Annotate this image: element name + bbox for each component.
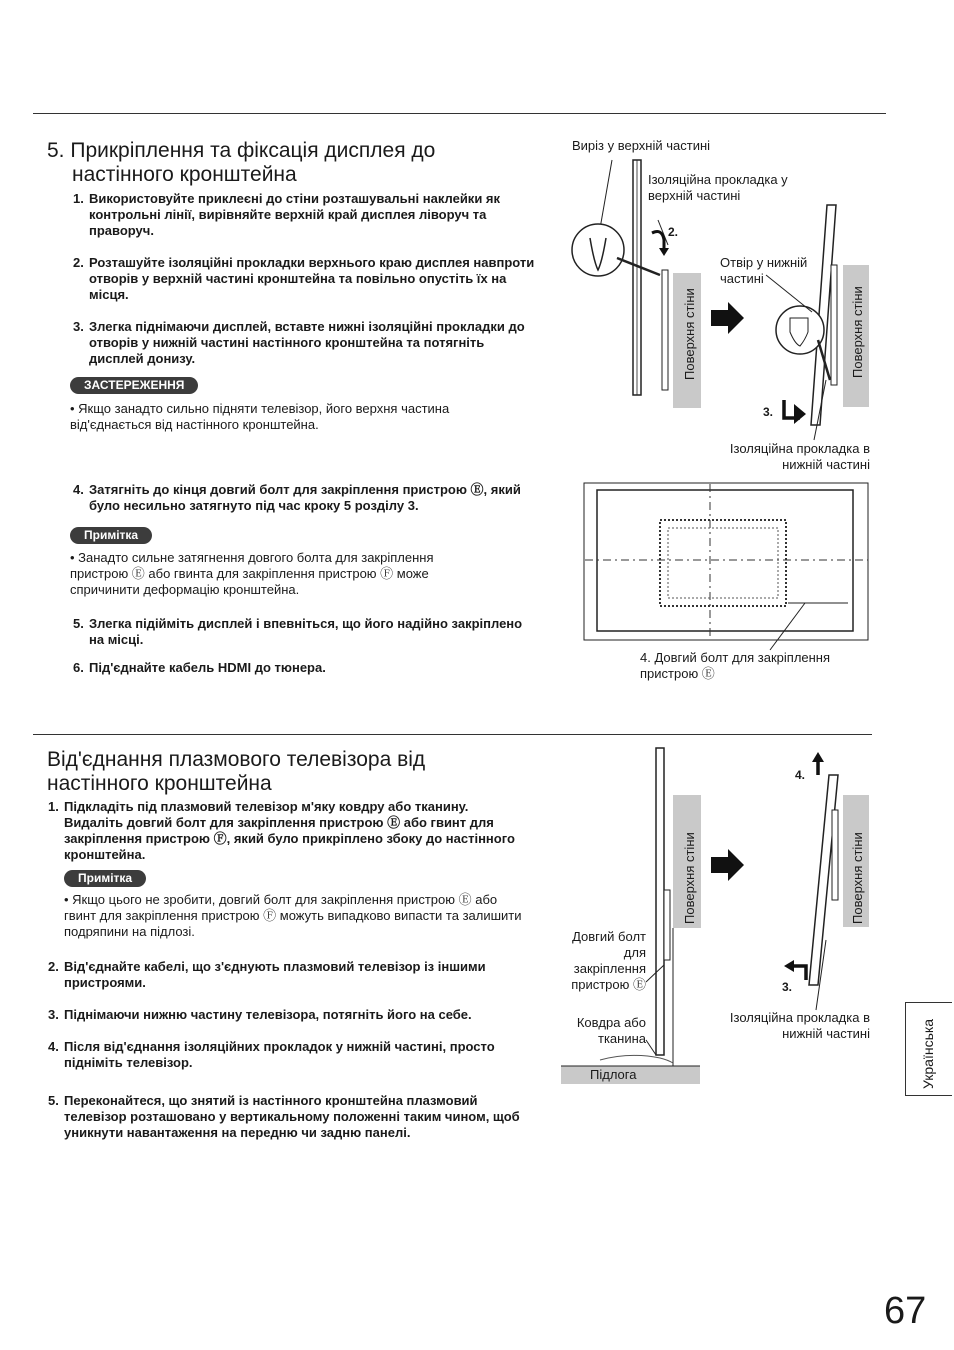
d2-bolt-label: Довгий болт для закріплення пристрою Ⓔ (571, 929, 646, 992)
s1-step-6: 6. Під'єднайте кабель HDMI до тюнера. (73, 660, 326, 675)
d2-step4: 4. (795, 768, 806, 782)
d2-blanket-label: Ковдра або тканина (576, 1015, 646, 1046)
d2-floor-label: Підлога (590, 1067, 637, 1082)
d2-step3: 3. (782, 980, 793, 994)
d2-bottom-pad-label: Ізоляційна прокладка в нижній частині (729, 1010, 870, 1041)
section1-title-line2: настінного кронштейна (72, 163, 297, 186)
d2-wall-right-label: Поверхня стіни (850, 832, 865, 924)
d1-wall-right-label: Поверхня стіни (850, 286, 865, 378)
d1-top-pad-label: Ізоляційна прокладка у верхній частині (648, 172, 788, 203)
section2-title-line2: настінного кронштейна (47, 772, 272, 795)
note-text-2: • Якщо цього не зробити, довгий болт для закріплення пристрою Ⓔ або гвинт для закріплення пристрою Ⓕ можуть випадково випасти та залишити подряпини на підлозі. (64, 892, 522, 939)
d1-wall-left-label: Поверхня стіни (682, 288, 697, 380)
language-tab (905, 1002, 952, 1096)
d1-bottom-hole-label: Отвір у нижній частині (720, 255, 808, 286)
d2-wall-left-label: Поверхня стіни (682, 832, 697, 924)
s1-step-3: 3. Злегка піднімаючи дисплей, вставте нижні ізоляційні прокладки до отворів у нижній частині настінного кронштейна та потягніть дисплей донизу. (73, 319, 525, 366)
d1-step2: 2. (668, 225, 679, 239)
caution-badge: ЗАСТЕРЕЖЕННЯ (70, 377, 198, 394)
note-badge-1: Примітка (70, 527, 152, 544)
s2-step-4: 4. Після від'єднання ізоляційних прокладок у нижній частині, просто підніміть телевізор. (48, 1039, 495, 1070)
note-badge-2: Примітка (64, 870, 146, 887)
section1-title-line1: 5. Прикріплення та фіксація дисплея до (47, 139, 436, 162)
s1-step-2: 2. Розташуйте ізоляційні прокладки верхнього краю дисплея навпроти отворів у верхній частині кронштейна та повільно опустіть їх на місця. (73, 255, 535, 302)
s1-step-5: 5. Злегка підійміть дисплей і впевніться, що його надійно закріплено на місці. (73, 616, 523, 647)
d1-bolt-label: 4. Довгий болт для закріплення пристрою Ⓔ (640, 650, 831, 681)
caution-text: • Якщо занадто сильно підняти телевізор, його верхня частина від'єднається від настінного кронштейна. (70, 401, 450, 432)
s2-step-2: 2. Від'єднайте кабелі, що з'єднують плазмовий телевізор із іншими пристроями. (48, 959, 486, 990)
s1-step-4: 4. Затягніть до кінця довгий болт для закріплення пристрою Ⓔ, який було несильно затягнуто під час кроку 5 розділу 3. (73, 482, 521, 513)
section2-title-line1: Від'єднання плазмового телевізора від (47, 748, 426, 771)
s2-step-5: 5. Переконайтеся, що знятий із настінного кронштейна плазмовий телевізор розташовано у вертикальному положенні таким чином, щоб уникнути навантаження на передню чи задню панелі. (48, 1093, 520, 1140)
d1-bottom-pad-label: Ізоляційна прокладка в нижній частині (729, 441, 870, 472)
d1-step3: 3. (763, 405, 774, 419)
s2-step-3: 3. Піднімаючи нижню частину телевізора, потягніть його на себе. (48, 1007, 472, 1022)
language-tab-label: Українська (920, 1018, 936, 1089)
note-text-1: • Занадто сильне затягнення довгого болта для закріплення пристрою Ⓔ або гвинта для закріплення пристрою Ⓕ може спричинити деформацію кронштейна. (70, 550, 434, 597)
s2-step-1: 1. Підкладіть під плазмовий телевізор м'яку ковдру або тканину. Видаліть довгий болт для закріплення пристрою Ⓔ або гвинт для закріплення пристрою Ⓕ, який було прикріплено збоку до настінного кронштейна. (48, 799, 515, 862)
d1-top-notch-label: Виріз у верхній частині (572, 138, 711, 153)
page-number: 67 (884, 1290, 927, 1332)
s1-step-1: 1. Використовуйте приклеєні до стіни розташувальні наклейки як контрольні лінії, вирівняйте верхній край дисплея ліворуч та праворуч. (73, 191, 501, 238)
